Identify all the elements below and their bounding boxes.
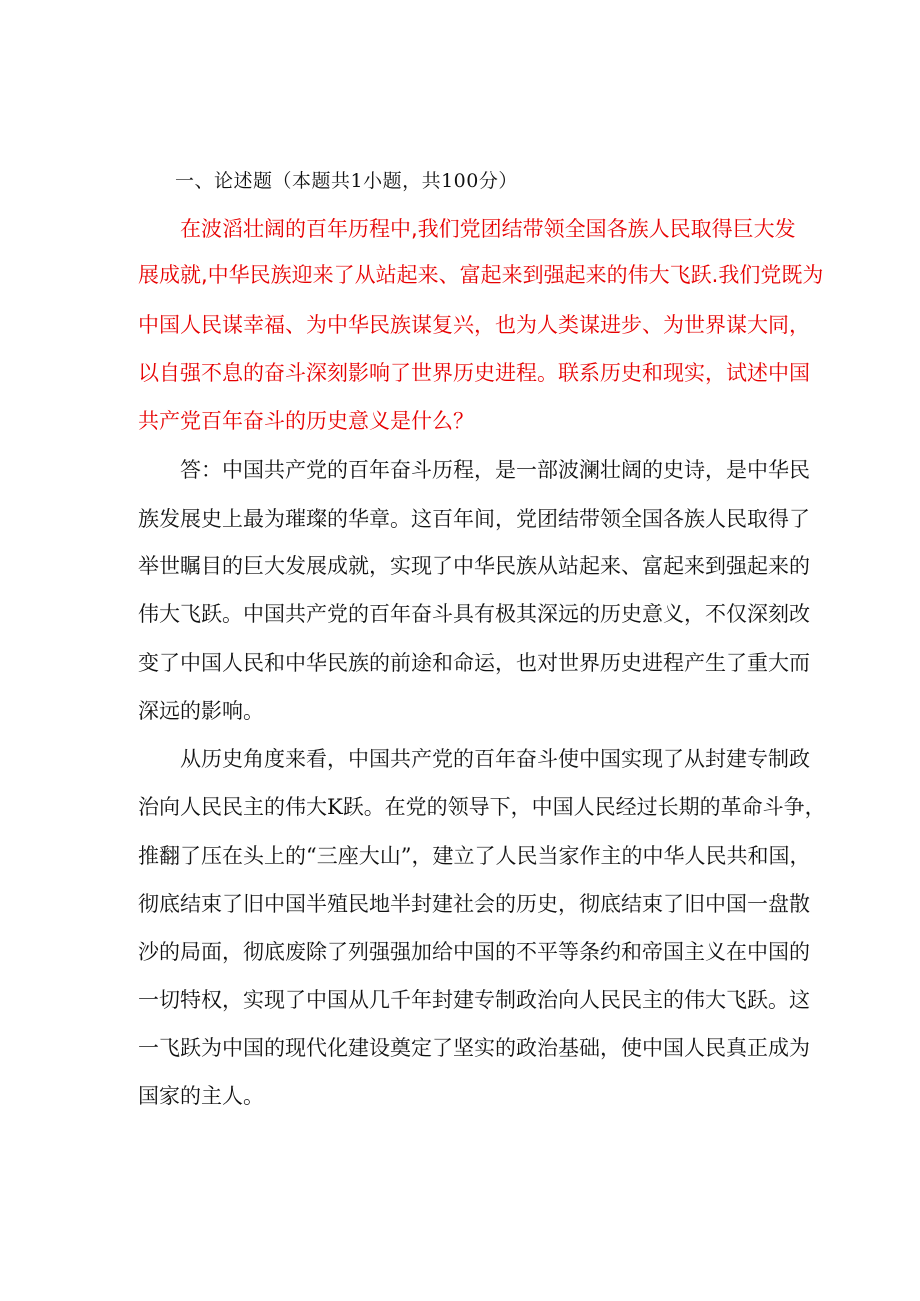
answer-line: 国家的主人。 [138,1084,264,1108]
answer-line: 沙的局面，彻底废除了列强强加给中国的不平等条约和帝国主义在中国的 [138,940,810,964]
answer-line: 答：中国共产党的百年奋斗历程，是一部波澜壮阔的史诗，是中华民 [180,458,810,482]
answer-line: 变了中国人民和中华民族的前途和命运，也对世界历史进程产生了重大而 [138,651,810,675]
answer-line: 推翻了压在头上的“三座大山”，建立了人民当家作主的中华人民共和国， [138,844,811,868]
answer-line: 伟大飞跃。中国共产党的百年奋斗具有极其深远的历史意义，不仅深刻改 [138,602,810,626]
question-line: 共产党百年奋斗的历史意义是什么？ [138,409,474,433]
answer-line: 一切特权，实现了中国从几千年封建专制政治向人民民主的伟大飞跃。这 [138,988,810,1012]
answer-line: 彻底结束了旧中国半殖民地半封建社会的历史，彻底结束了旧中国一盘散 [138,892,810,916]
answer-line: 族发展史上最为璀璨的华章。这百年间，党团结带领全国各族人民取得了 [138,507,810,531]
section-heading: 一、论述题（本题共1小题，共100分） [175,170,518,192]
answer-line: 一飞跃为中国的现代化建设奠定了坚实的政治基础，使中国人民真正成为 [138,1036,810,1060]
question-line: 中国人民谋幸福、为中华民族谋复兴，也为人类谋进步、为世界谋大同， [138,313,810,337]
answer-line: 深远的影响。 [138,699,264,723]
question-line: 展成就,中华民族迎来了从站起来、富起来到强起来的伟大飞跃.我们党既为 [138,263,824,287]
answer-line: 从历史角度来看，中国共产党的百年奋斗使中国实现了从封建专制政 [180,747,810,771]
question-line: 在波滔壮阔的百年历程中,我们党团结带领全国各族人民取得巨大发 [180,217,796,241]
answer-line: 治向人民民主的伟大K跃。在党的领导下，中国人民经过长期的革命斗争， [138,795,826,819]
question-line: 以自强不息的奋斗深刻影响了世界历史进程。联系历史和现实，试述中国 [138,361,810,385]
answer-line: 举世瞩目的巨大发展成就，实现了中华民族从站起来、富起来到强起来的 [138,554,810,578]
